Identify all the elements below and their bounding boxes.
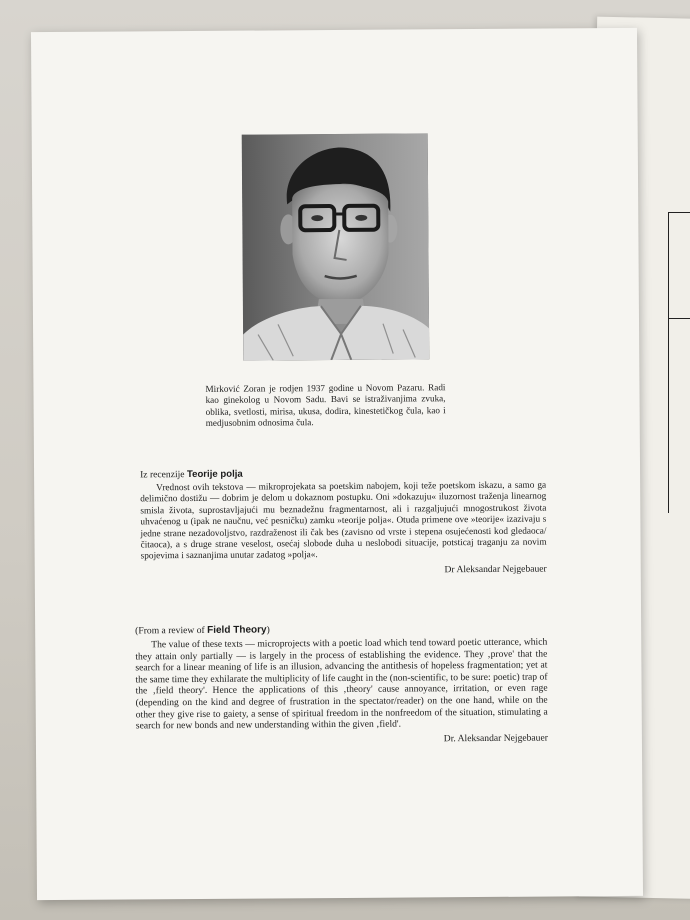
review-english-signature: Dr. Aleksandar Nejgebauer bbox=[443, 732, 548, 745]
review-serbian-prefix: Iz recenzije bbox=[140, 469, 187, 481]
back-page-frame-line bbox=[668, 318, 690, 319]
review-english-heading bbox=[135, 623, 547, 638]
review-serbian bbox=[140, 467, 547, 579]
document-page bbox=[31, 28, 643, 900]
review-serbian-signature: Dr Aleksandar Nejgebauer bbox=[444, 563, 547, 576]
review-english bbox=[135, 623, 548, 748]
author-portrait-photo bbox=[242, 133, 430, 360]
review-english-prefix: (From a review of bbox=[135, 624, 208, 637]
review-serbian-text: Vrednost ovih tekstova — mikroprojekata sa poetskim nabojem, koji teže poetskom iskazu, a samo ga delimično dostižu — dobrim je delom u dokaznom postupku. Oni »dokazuju« iluzornost traženja linearnog smisla života, suprostavljajući mu beznadežnu fragmentarnost, ali i razgaljujući mnogostrukost života uhvaćenog u (ipak ne naučnu, već pesničku) zamku »teorije polja«. Otuda primene ove »teorije« izazivaju s jedne strane nezadovoljstvo, razdraženost ili čak bes (zavisno od vrste i stepena osujećenosti kod gledaoca/čitaoca), a s druge strane veselost, osećaj slobode duha u neslobodi situacije, potsticaj traganju za novim spojevima i saznanjima unutar zadatog »polja«. bbox=[140, 480, 547, 562]
author-bio: Mirković Zoran je rodjen 1937 godine u Novom Pazaru. Radi kao ginekolog u Novom Sadu. Bavi se istraživanjima zvuka, oblika, svetlosti, mirisa, ukusa, dodira, kinestetičkog čula, kao i medjusobnim odnosima čula. bbox=[205, 382, 446, 428]
review-english-suffix: ) bbox=[266, 624, 270, 636]
back-page-frame bbox=[668, 212, 690, 513]
review-serbian-heading bbox=[140, 467, 546, 482]
review-english-title: Field Theory bbox=[207, 624, 267, 636]
review-english-text: The value of these texts — microprojects with a poetic load which tend toward poetic utterance, which they attain only partially — is largely in the process of establishing the evidence. They ‚prove' that the search for a linear meaning of life is an illusion, advancing the antithesis of hopeless fragmentation; yet at the same time they exhilarate the multiplicity of life caught in the (non-scientific, to be sure: poetic) trap of the ‚field theory'. Hence the applications of this ‚theory' cause annoyance, irritation, or even rage (depending on the kind and degree of frustration in the spectator/reader) on the one hand, while on the other they give rise to gaiety, a sense of spiritual freedom in the nonfreedom of the situation, stimulating a search for new bonds and new understanding within the given ‚field'. bbox=[135, 636, 548, 732]
review-serbian-title: Teorije polja bbox=[186, 468, 243, 481]
